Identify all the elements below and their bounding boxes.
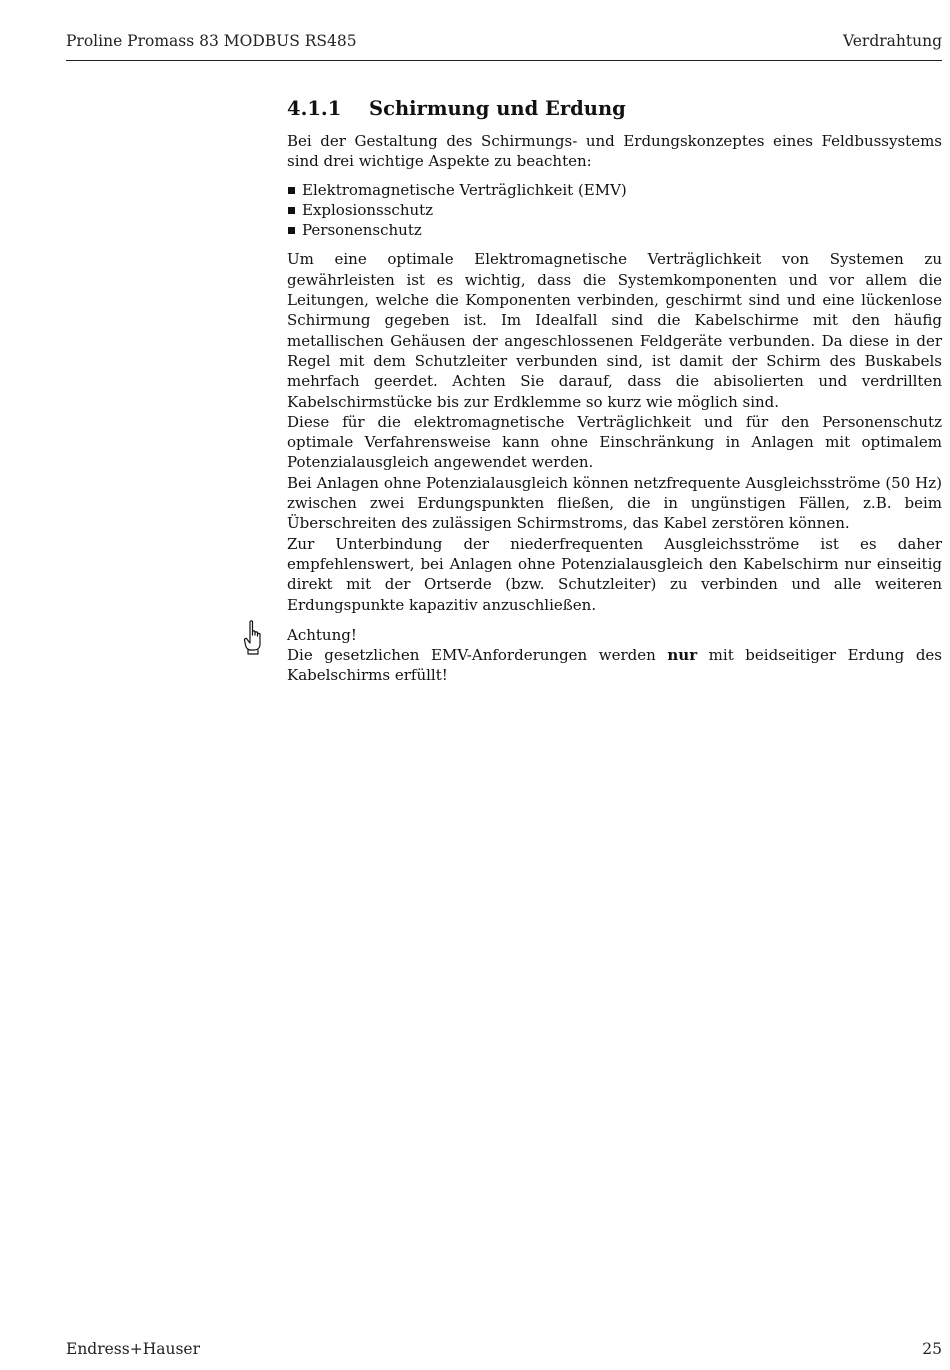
- page-header: [66, 30, 942, 61]
- list-item-text: Explosionsschutz: [302, 200, 434, 219]
- list-item: [287, 180, 942, 200]
- section-title: Schirmung und Erdung: [369, 97, 626, 120]
- caution-note: [287, 625, 942, 686]
- footer-company: Endress+Hauser: [66, 1340, 200, 1358]
- pointing-hand-icon: [241, 619, 265, 660]
- section-shielding-grounding: [287, 96, 942, 686]
- list-item-text: Elektromagnetische Verträglichkeit (EMV): [302, 180, 627, 199]
- section-number: 4.1.1: [287, 97, 342, 120]
- bullet-square-icon: [288, 207, 295, 214]
- list-item-text: Personenschutz: [302, 221, 422, 240]
- bullet-square-icon: [288, 187, 295, 194]
- page-number: 25: [922, 1340, 942, 1358]
- header-chapter-title: Verdrahtung: [842, 32, 942, 50]
- body-paragraph: Zur Unterbindung der niederfrequenten Ausgleichsströme ist es daher empfehlenswert, bei Anlagen ohne Potenzialausgleich den Kabelschirm nur einseitig direkt mit der Ortserde (bzw. Schutzleiter) zu verbinden und alle weiteren Erdungspunkte kapazitiv anzuschließen.: [287, 534, 942, 614]
- note-text-start: Die gesetzlichen EMV-Anforderungen werden: [287, 646, 668, 665]
- list-item: [287, 220, 942, 240]
- note-title: Achtung!: [287, 625, 357, 644]
- section-heading: [287, 96, 942, 122]
- intro-paragraph: Bei der Gestaltung des Schirmungs- und Erdungskonzeptes eines Feldbussystems sind drei wichtige Aspekte zu beachten:: [287, 132, 942, 171]
- body-paragraph: Bei Anlagen ohne Potenzialausgleich können netzfrequente Ausgleichsströme (50 Hz) zwischen zwei Erdungspunkten fließen, die in ungünstigen Fällen, z.B. beim Überschreiten des zulässigen Schirmstroms, das Kabel zerstören können.: [287, 473, 942, 533]
- note-emphasis: nur: [667, 646, 698, 665]
- note-text: [287, 645, 942, 686]
- aspect-list: [287, 180, 942, 241]
- list-item: [287, 200, 942, 220]
- bullet-square-icon: [288, 227, 295, 234]
- body-paragraph: Diese für die elektromagnetische Verträglichkeit und für den Personenschutz optimale Verfahrensweise kann ohne Einschränkung in Anlagen mit optimalem Potenzialausgleich angewendet werden.: [287, 412, 942, 472]
- header-document-title: Proline Promass 83 MODBUS RS485: [66, 32, 357, 50]
- note-text-end: mit beidseitiger Erdung des Kabelschirms erfüllt!: [287, 646, 942, 685]
- body-paragraph: Um eine optimale Elektromagnetische Verträglichkeit von Systemen zu gewährleisten ist es wichtig, dass die Systemkomponenten und vor allem die Leitungen, welche die Komponenten verbinden, geschirmt sind und eine lückenlose Schirmung gegeben ist. Im Idealfall sind die Kabelschirme mit den häufig metallischen Gehäusen der angeschlossenen Feldgeräte verbunden. Da diese in der Regel mit dem Schutzleiter verbunden sind, ist damit der Schirm des Buskabels mehrfach geerdet. Achten Sie darauf, dass die abisolierten und verdrillten Kabelschirmstücke bis zur Erdklemme so kurz wie möglich sind.: [287, 250, 942, 411]
